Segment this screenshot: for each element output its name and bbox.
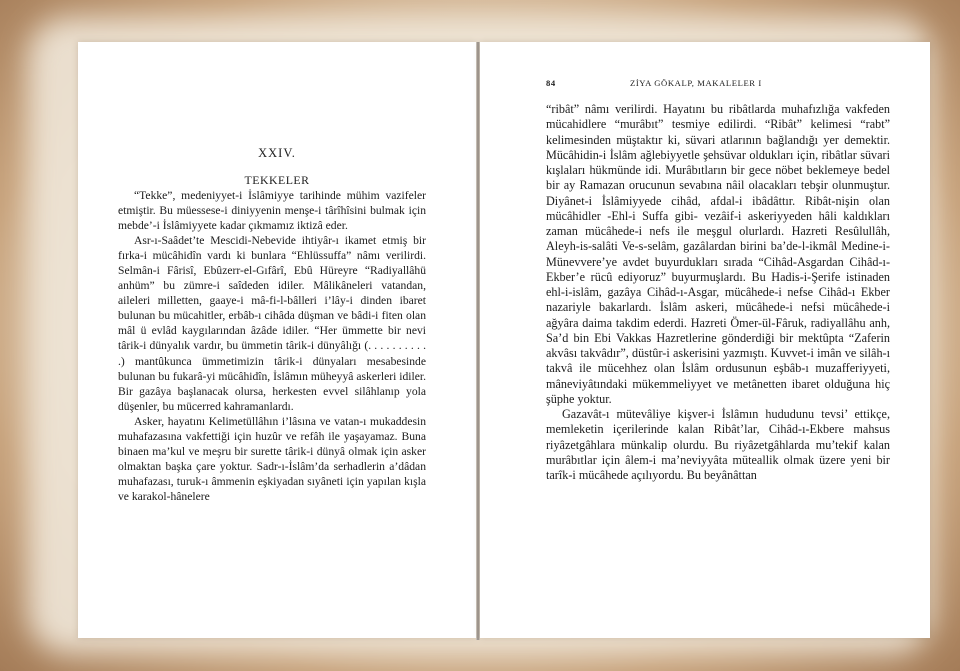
chapter-title: TEKKELER (244, 173, 310, 187)
paragraph: Gazavât-ı mütevâliye kişver-i İslâmın hududunu tevsi’ ettikçe, memleketin içerilerinde kalan Ribât’lar, Cihâd-ı-Ekbere mahsus riyâzetgâhlara münkalip olurdu. Bu riyâzetgâhlarda mu’tekif kalan murâbıtlar için âlem-i ma’neviyyâta müteallik olmak üzere yeni bir tarîk-i mücâhede açılıyordu. Bu beyânâttan (546, 407, 890, 482)
book-spread (78, 42, 930, 642)
page-number: 84 (546, 78, 556, 88)
paragraph: “Tekke”, medeniyyet-i İslâmiyye tarihinde mühim vazifeler etmiştir. Bu müessese-i diniyyenin menşe-i târîhîsini bulmak için mebde’-i İslâmiyyete kadar çıkmamız iktizâ eder. (118, 189, 426, 233)
paragraph: Asker, hayatını Kelimetüllâhın i’lâsına ve vatan-ı mukaddesin muhafazasına vakfettiği için huzûr ve refâh ile yaşayamaz. Buna binaen ma’kul ve meşru bir surette târik-i dünyâ olmak için asker olmaktan başka çare yoktur. Sadr-ı-İslâm’da serhadlerin a’dâdan muhafazası, turuk-ı âmmenin eşkiyadan sıyâneti için yapılan kışla ve karakol-hânelere (118, 414, 426, 503)
paragraph: “ribât” nâmı verilirdi. Hayatını bu ribâtlarda muhafızlığa vakfeden mücahidlere “murâbıt” tesmiye edilirdi. “Ribât” kelimesi “rabt” kelimesinden müştaktır ki, süvari atlarının bağlandığı yer demektir. Mücâhidin-i İslâm ağlebiyyetle şehsüvar oldukları için, ribâtlar süvari kışlaları hükmünde idi. Murâbıtların bir gece nöbet beklemeye bedel bir ay Ramazan orucunun sevabına nâil olacakları tebşir olunmuştur. Diyânet-i İslâmiyyede cihâd, afdal-i ibâdâttır. Ribât-nişin olan mücâhidler -Ehl-i Suffa gibi- vezâif-i askeriyyeden hâli kaldıkları zaman mücâhede-i nefs ile meşgul olurlardı. Hazreti Resûlullâh, Aleyh-is-salâti Ve-s-selâm, gazâlardan birini ba’de-l-ikmâl Medine-i-Münevvere’ye avdet buyurdukları sırada “Cihâd-Asgardan Cihâd-ı-Ekber’e rücû ediyoruz” buyurmuşlardı. Bu Hadis-i-Şerife istinaden ehl-i-islâm, gazâya Cihâd-ı-Asgar, mücâhede-i nefse Cihâd-ı Ekber nazariyle bakarlardı. İslâm askeri, mücâhede-i nefsi mücâhede-i ağyâra daima takdim ederdi. Hazreti Ömer-ül-Fâruk, radiyallâhu anh, Sa’d bin Ebi Vakkas Hazretlerine gönderdiği bir mektûpta “Zaferin akvâsı takvâdır”, düstûr-i askerisini yazmıştı. Kuvvet-i imân ve silâh-ı takvâ ile mücehhez olan İslâm ordusunun eşbâb-ı muzafferiyyeti, mâneviyâtındaki mükemmeliyyet ve metânetten ibaret olduğuna hiç şüphe yoktur. (546, 102, 890, 406)
right-page-body (546, 102, 890, 483)
left-page-body (118, 188, 426, 504)
left-page (78, 42, 476, 638)
right-page (480, 42, 930, 638)
chapter-number: XXIV. (258, 146, 296, 160)
paragraph: Asr-ı-Saâdet’te Mescidi-Nebevide ihtiyâr-ı ikamet etmiş bir fırka-i mücâhidîn vardı ki bunlara “Ehlüssuffa” nâmı verilirdi. Selmân-i Fârisî, Ebûzerr-el-Gıfârî, Ebû Hüreyre “Radiyallâhü anhüm” bu zümre-i saîdeden idiler. Mâlikâneleri vatandan, aileleri milletten, gaaye-i mâ-fi-l-bâlleri i’lây-i dinden ibaret bulunan bu mücahitler, erbâb-ı cihâda düşman ve bâdi-i fiten olan mâl ü evlâd kaygılarından âzâde idiler. “Her ümmette bir nevi târik-i dünyalık vardır, bu ümmetin târik-i dünyâlığı (. . . . . . . . . . .) mantûkunca ümmetimizin târik-i dünyaları mesabesinde bulunan bu fukarâ-yi mücâhidîn, İslâmın müheyyâ askerleri idiler. Bir gazâya başlanacak olursa, herkesten evvel silâhlanıp yola düşenler, bu mücerred kahramanlardı. (118, 234, 426, 413)
running-head-title: ZİYA GÖKALP, MAKALELER I (630, 78, 762, 88)
